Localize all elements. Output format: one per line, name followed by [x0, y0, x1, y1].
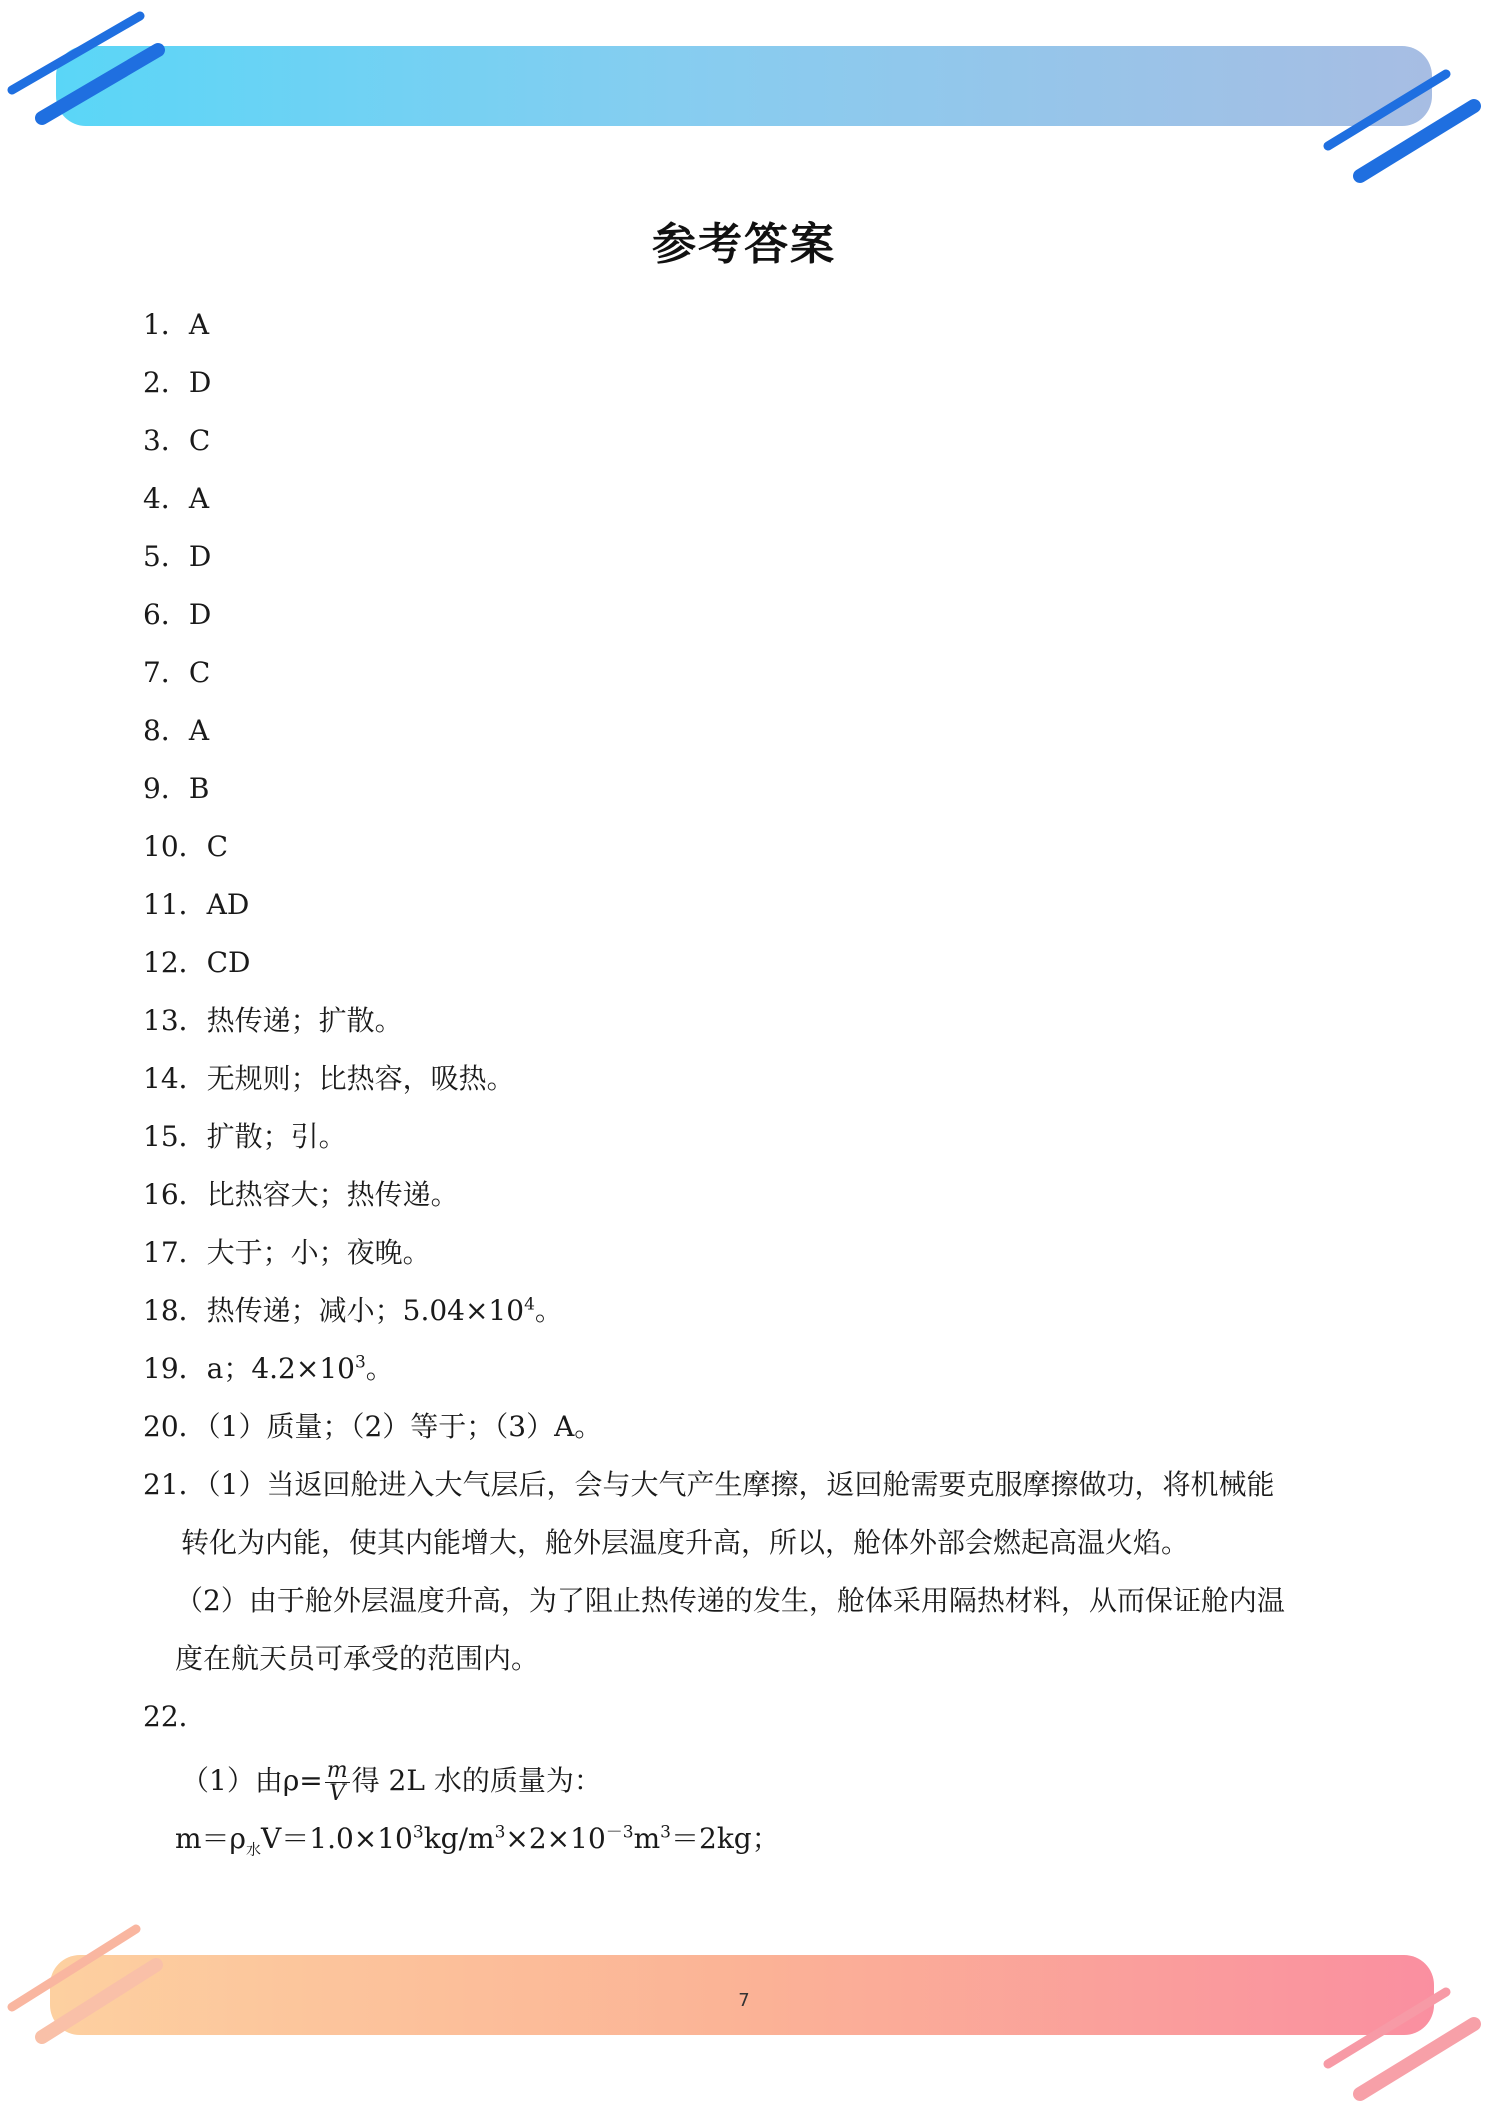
answer-item-20: 20．（1）质量；（2）等于；（3）A。: [143, 1410, 603, 1443]
answer-item: 15．扩散；引。: [143, 1120, 347, 1153]
answer-item: 8．A: [143, 714, 210, 747]
fraction-numerator: m: [326, 1758, 348, 1783]
answer-item: 1．A: [143, 308, 210, 341]
calc-exp3: －3: [605, 1822, 634, 1843]
answer-22-part1-prefix: （1）由ρ=: [181, 1764, 323, 1797]
answer-19-end: 。: [365, 1352, 394, 1385]
calc-a: m＝ρ: [175, 1822, 247, 1855]
answer-18-exponent: 4: [524, 1294, 535, 1315]
answer-22-label: 22．: [143, 1700, 207, 1733]
answer-item-18: [143, 1282, 1363, 1340]
calc-f: ＝2kg；: [671, 1822, 780, 1855]
header-right-stripes: [1318, 60, 1488, 190]
answer-19-exponent: 3: [354, 1352, 366, 1373]
answer-22-calc: [143, 1810, 1363, 1868]
calc-e: m: [633, 1822, 661, 1855]
answer-22-part1: [143, 1752, 1363, 1810]
calc-subscript-water: 水: [246, 1840, 262, 1859]
answer-item: 7．C: [143, 656, 211, 689]
calc-exp2: 3: [494, 1822, 506, 1843]
answer-21-line1: 21．（1）当返回舱进入大气层后，会与大气产生摩擦，返回舱需要克服摩擦做功，将机械能: [143, 1468, 1275, 1501]
answer-18-text: 18．热传递；减小；5.04×10: [143, 1294, 525, 1327]
answer-item: 3．C: [143, 424, 211, 457]
answer-item: 4．A: [143, 482, 210, 515]
answer-item: 5．D: [143, 540, 212, 573]
answer-22-part1-suffix: 得 2L 水的质量为：: [351, 1764, 602, 1797]
answer-19-text: 19．a；4.2×10: [143, 1352, 355, 1385]
page-number: 7: [738, 1990, 750, 2011]
answer-item-19: [143, 1340, 1363, 1398]
answer-item: 2．D: [143, 366, 212, 399]
density-fraction: [325, 1760, 350, 1805]
answer-21-line4: 度在航天员可承受的范围内。: [175, 1642, 540, 1675]
fraction-denominator: V: [329, 1781, 346, 1806]
answer-item: 6．D: [143, 598, 212, 631]
answer-21-line3: （2）由于舱外层温度升高，为了阻止热传递的发生，舱体采用隔热材料，从而保证舱内温: [175, 1584, 1285, 1617]
calc-c: kg/m: [423, 1822, 495, 1855]
answer-item: 14．无规则；比热容，吸热。: [143, 1062, 515, 1095]
page-title: 参考答案: [652, 219, 836, 270]
header-left-stripes: [0, 0, 170, 140]
answer-item: 10．C: [143, 830, 229, 863]
answer-item: 17．大于；小；夜晚。: [143, 1236, 431, 1269]
answer-item: 16．比热容大；热传递。: [143, 1178, 459, 1211]
answer-list: [143, 296, 1363, 1868]
answer-item: 12．CD: [143, 946, 251, 979]
answer-item: 9．B: [143, 772, 210, 805]
answer-18-end: 。: [534, 1294, 563, 1327]
calc-exp1: 3: [412, 1822, 424, 1843]
header-band: [56, 46, 1432, 126]
calc-exp4: 3: [660, 1822, 671, 1843]
answer-item: 11．AD: [143, 888, 250, 921]
calc-d: ×2×10: [505, 1822, 606, 1855]
answer-21-line2: 转化为内能，使其内能增大，舱外层温度升高，所以，舱体外部会燃起高温火焰。: [181, 1526, 1190, 1559]
calc-b: V＝1.0×10: [261, 1822, 413, 1855]
answer-item: 13．热传递；扩散。: [143, 1004, 403, 1037]
